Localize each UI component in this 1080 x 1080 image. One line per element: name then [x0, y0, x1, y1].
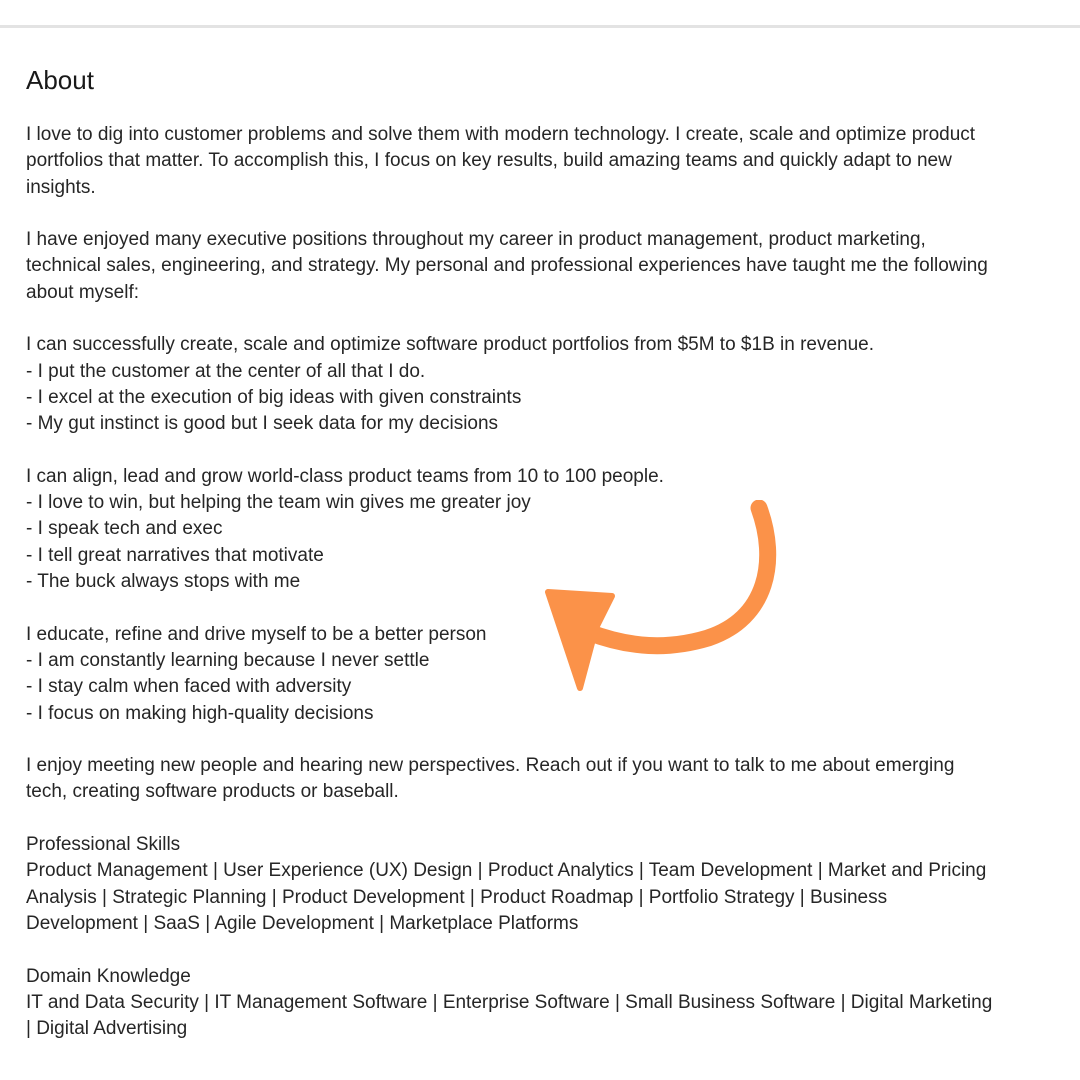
about-body: [26, 122, 1056, 1069]
list-item: - I speak tech and exec: [26, 518, 223, 540]
text-line: I enjoy meeting new people and hearing new perspectives. Reach out if you want to talk to me about emerging: [26, 755, 955, 777]
text-line: I have enjoyed many executive positions throughout my career in product management, product marketing,: [26, 229, 926, 251]
self-paragraph: [26, 622, 1056, 727]
experience-paragraph: [26, 227, 1056, 306]
about-section: [26, 60, 1056, 1040]
list-item: - I put the customer at the center of all that I do.: [26, 360, 426, 382]
skills-line: Product Management | User Experience (UX) Design | Product Analytics | Team Development | Market and Pricing: [26, 860, 987, 882]
portfolio-paragraph: [26, 332, 1056, 437]
skills-paragraph: [26, 832, 1056, 937]
list-item: - The buck always stops with me: [26, 571, 301, 593]
text-line: tech, creating software products or baseball.: [26, 781, 399, 803]
list-item: - I am constantly learning because I never settle: [26, 649, 430, 671]
domain-paragraph: [26, 964, 1056, 1043]
text-line: technical sales, engineering, and strategy. My personal and professional experiences have taught me the following: [26, 255, 988, 277]
list-item: - I tell great narratives that motivate: [26, 544, 324, 566]
intro-paragraph: [26, 122, 1056, 201]
self-heading: I educate, refine and drive myself to be a better person: [26, 623, 487, 645]
skills-line: Analysis | Strategic Planning | Product Development | Product Roadmap | Portfolio Strategy | Business: [26, 886, 888, 908]
skills-line: Development | SaaS | Agile Development | Marketplace Platforms: [26, 912, 579, 934]
text-line: portfolios that matter. To accomplish this, I focus on key results, build amazing teams and quickly adapt to new: [26, 150, 952, 172]
text-line: insights.: [26, 176, 96, 198]
text-line: about myself:: [26, 281, 139, 303]
domain-line: IT and Data Security | IT Management Software | Enterprise Software | Small Business Software | Digital Marketing: [26, 991, 993, 1013]
teams-paragraph: [26, 464, 1056, 595]
list-item: - I excel at the execution of big ideas with given constraints: [26, 386, 522, 408]
top-divider: [0, 25, 1080, 28]
list-item: - I stay calm when faced with adversity: [26, 676, 352, 698]
domain-heading: Domain Knowledge: [26, 965, 191, 987]
outreach-paragraph: [26, 753, 1056, 806]
portfolio-heading: I can successfully create, scale and optimize software product portfolios from $5M to $1B in revenue.: [26, 334, 875, 356]
list-item: - I focus on making high-quality decisions: [26, 702, 374, 724]
teams-heading: I can align, lead and grow world-class product teams from 10 to 100 people.: [26, 465, 664, 487]
skills-heading: Professional Skills: [26, 834, 181, 856]
list-item: - My gut instinct is good but I seek data for my decisions: [26, 413, 499, 435]
text-line: I love to dig into customer problems and solve them with modern technology. I create, scale and optimize product: [26, 124, 976, 145]
about-title: About: [26, 65, 94, 95]
domain-line: | Digital Advertising: [26, 1018, 188, 1040]
list-item: - I love to win, but helping the team win gives me greater joy: [26, 492, 531, 514]
